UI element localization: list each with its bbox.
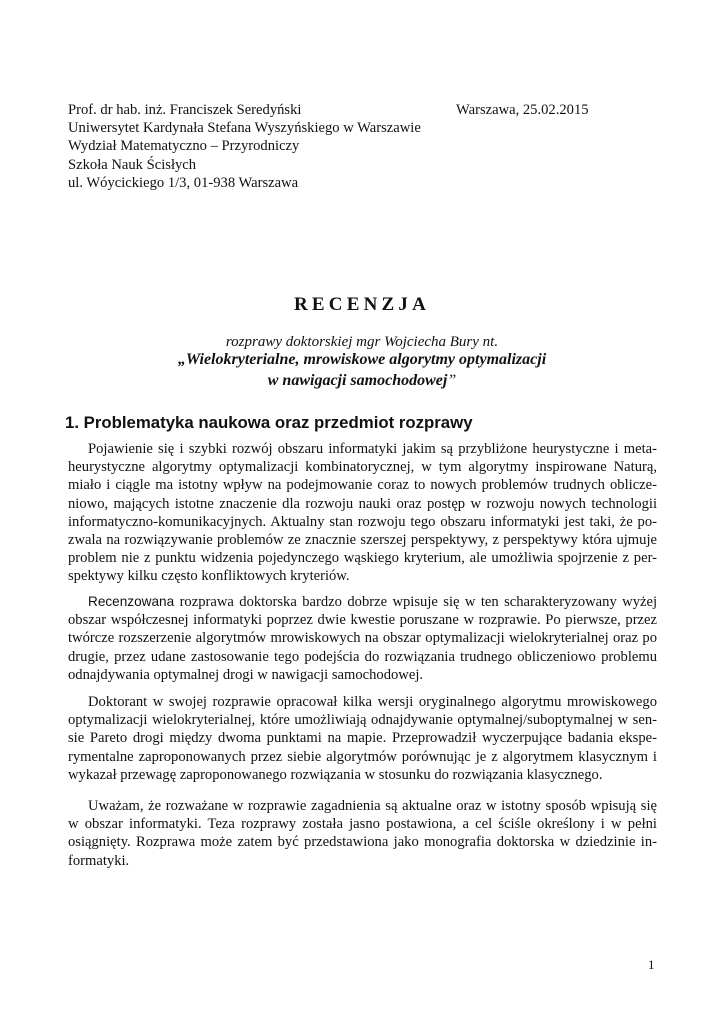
paragraph-line (68, 593, 657, 611)
paragraph-line: obszar współczesnej informatyki poprzez dwie kwestie poruszane w rozprawie. Po pierwsze, przez (68, 612, 657, 629)
dissertation-title-text-2: w nawigacji samochodowej (267, 371, 448, 389)
paragraph-1 (68, 440, 657, 586)
author-name: Prof. dr hab. inż. Franciszek Seredyński (68, 102, 302, 118)
paragraph-line: problem nie z punktu widzenia pojedynczego wąskiego kryterium, ale umożliwia spojrzenie z per- (68, 550, 657, 567)
section-heading: 1. Problematyka naukowa oraz przedmiot rozprawy (65, 413, 473, 432)
author-address-block (68, 101, 448, 192)
paragraph-line: niowo, mających istotne znaczenie dla rozwoju nauki oraz postęp w rozwoju nowych technologii (68, 495, 657, 512)
paragraph-line: heurystyczne algorytmy optymalizacji kombinatorycznej, w tym algorytmy inspirowane Naturą, (68, 459, 657, 476)
dissertation-title-text-1: Wielokryterialne, mrowiskowe algorytmy optymalizacji (185, 351, 547, 368)
paragraph-line: twórcze rozszerzenie algorytmów mrowiskowych na obszar optymalizacji wielokryterialnej oraz po (68, 630, 657, 647)
page-number: 1 (648, 957, 655, 972)
author-faculty: Wydział Matematyczno – Przyrodniczy (68, 138, 300, 155)
place-and-date: Warszawa, 25.02.2015 (456, 102, 589, 118)
dissertation-title-line-2 (0, 371, 724, 392)
paragraph-line: odnajdywania optymalnej drogi w nawigacji samochodowej. (68, 666, 424, 683)
paragraph-line: Doktorant w swojej rozprawie opracował kilka wersji oryginalnego algorytmu mrowiskowego (88, 694, 657, 710)
paragraph-2 (68, 593, 657, 684)
paragraph-line: formatyki. (68, 852, 130, 869)
paragraph-line: Pojawienie się i szybki rozwój obszaru informatyki jakim są przybliżone heurystyczne i meta- (88, 441, 657, 457)
dissertation-title (0, 350, 724, 391)
paragraph-line: rymentalne zaproponowanych przez siebie algorytmów porównując je z algorytmem klasycznym i (68, 748, 657, 765)
paragraph-line: w obszar informatyki. Teza rozprawy została jasno postawiona, a cel ściśle określony i w pełni (68, 816, 657, 833)
paragraph-line: drugie, przez udane zastosowanie tego podejścia do rozwiązania trudnego obliczeniowo problemu (68, 648, 657, 665)
document-subtitle: rozprawy doktorskiej mgr Wojciecha Bury nt. (225, 334, 499, 350)
paragraph-3 (68, 693, 657, 784)
paragraph-line: zwala na rozwiązywanie problemów ze znacznie szerszej perspektywy, z perspektywy która ujmuje (68, 531, 657, 548)
paragraph-4 (68, 797, 657, 870)
paragraph-line: miało i ciągle ma istotny wpływ na podejmowanie coraz to nowych problemów trudnych oblicze- (68, 477, 657, 494)
paragraph-line: sie Pareto drogi między dwoma punktami na mapie. Przeprowadził wyczerpujące badania ekspe- (68, 730, 657, 747)
paragraph-line: spektywy kilku często konfliktowych kryteriów. (68, 568, 350, 585)
paragraph-line: wykazał przewagę zaproponowanego rozwiązania w stosunku do rozwiązania klasycznego. (68, 766, 603, 783)
paragraph-line: Uważam, że rozważane w rozprawie zagadnienia są aktualne oraz w istotny sposób wpisują się (88, 798, 657, 814)
author-street-address: ul. Wóycickiego 1/3, 01-938 Warszawa (68, 174, 299, 191)
dissertation-title-line-1 (0, 350, 724, 371)
author-university: Uniwersytet Kardynała Stefana Wyszyńskiego w Warszawie (68, 120, 421, 137)
author-school: Szkoła Nauk Ścisłych (68, 156, 197, 173)
first-line-rest: rozprawa doktorska bardzo dobrze wpisuje się w ten scharakteryzowany wyżej (174, 594, 657, 610)
paragraph-line: osiągnięty. Rozprawa może zatem być przedstawiona jako monografia doktorska w dziedzinie in- (68, 834, 657, 851)
paragraph-line: optymalizacji wielokryterialnej, które umożliwiają odnajdywanie optymalnej/suboptymalnej w sen- (68, 712, 657, 729)
open-quote: „ (177, 351, 186, 368)
first-word: Recenzowana (88, 594, 175, 609)
paragraph-line: informatyczno-komunikacyjnych. Aktualny stan rozwoju tego obszaru informatyki jest taki, że po- (68, 513, 657, 530)
document-title: RECENZJA (293, 294, 430, 315)
close-quote: ” (447, 371, 457, 389)
